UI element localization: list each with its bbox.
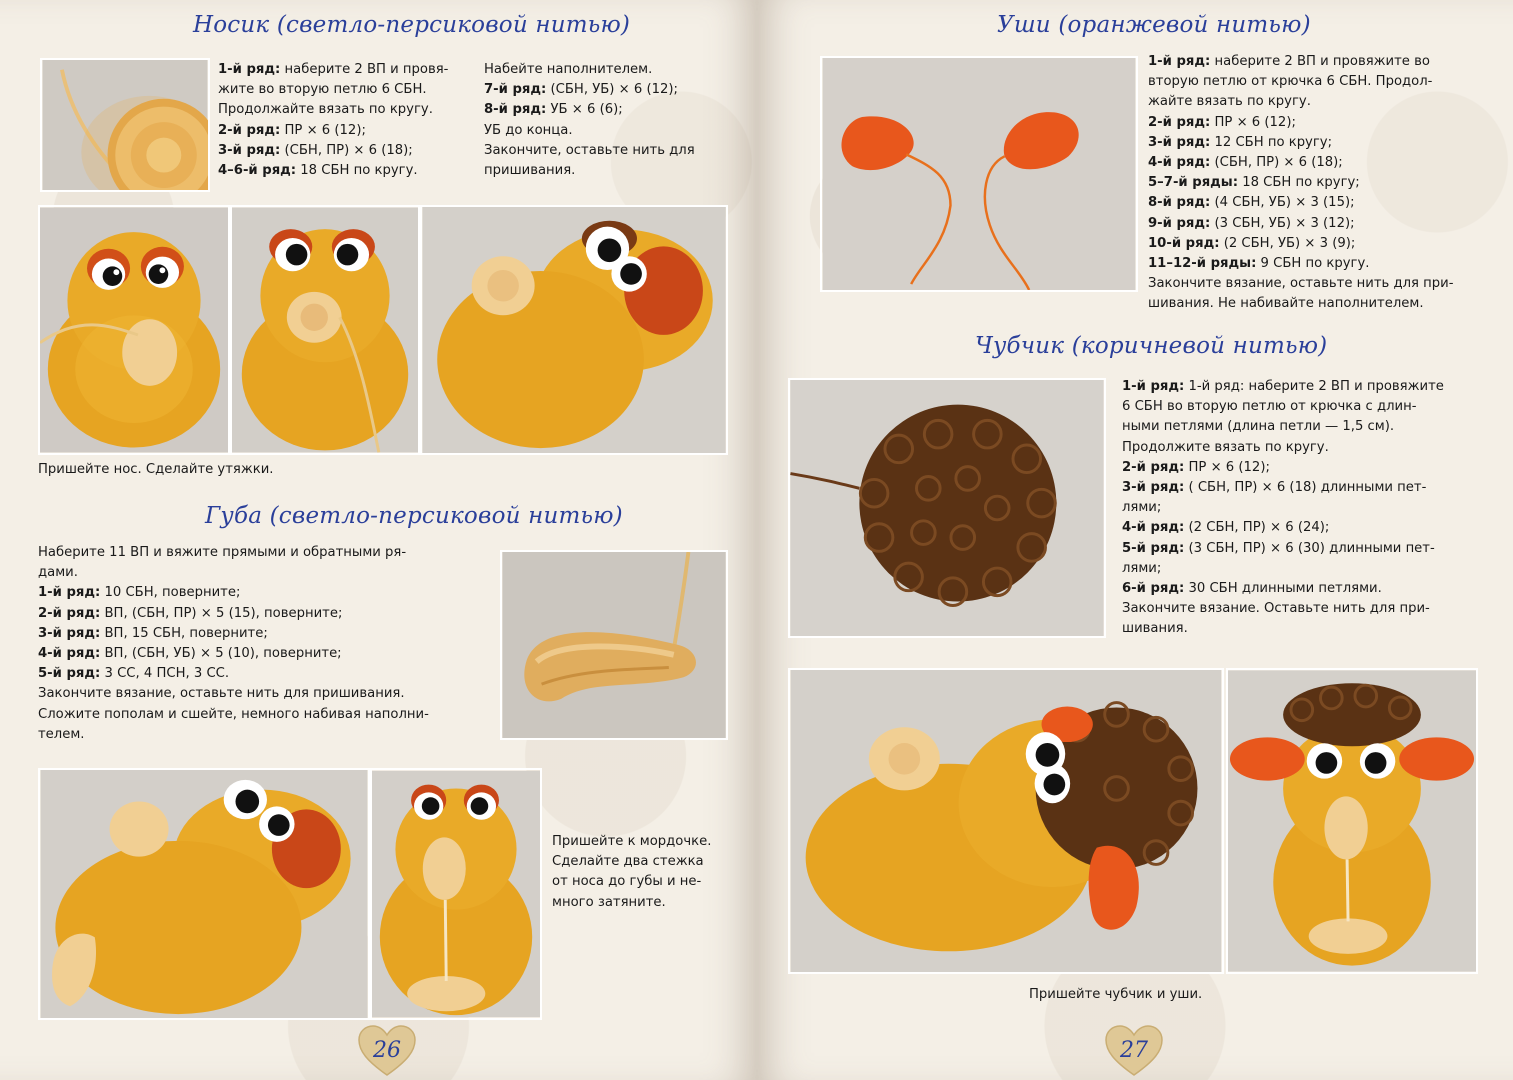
ears-line: 11–12-й ряды: 9 СБН по кругу. (1148, 256, 1370, 272)
ears-line: 2-й ряд: ПР × 6 (12); (1148, 114, 1296, 130)
lip-line: 5-й ряд: 3 СС, 4 ПСН, 3 СС. (38, 666, 230, 682)
page-number: 27 (1120, 1038, 1148, 1063)
lip-caption-line: много затяните. (552, 894, 666, 910)
ears-line: шивания. Не набивайте наполнителем. (1148, 296, 1424, 312)
ears-photo (820, 56, 1138, 292)
toy-side-illustration (422, 207, 726, 453)
lip-line: Закончите вязание, оставьте нить для пришивания. (38, 686, 405, 702)
lip-section-title: Губа (светло-персиковой нитью) (205, 503, 623, 529)
lip-line: телем. (38, 726, 85, 742)
lip-caption-line: Пришейте к мордочке. (552, 834, 712, 849)
tuft-line: Продолжите вязать по кругу. (1122, 439, 1329, 455)
tuft-photo (788, 378, 1106, 638)
lip-line: 3-й ряд: ВП, 15 СБН, поверните; (38, 625, 268, 641)
right-page (757, 0, 1513, 1080)
tuft-line: лями; (1122, 500, 1162, 516)
tuft-illustration (790, 380, 1104, 636)
tuft-line: лями; (1122, 560, 1162, 576)
nose-instructions-col1 (218, 60, 448, 181)
nose-section-title: Носик (светло-персиковой нитью) (193, 12, 631, 38)
ears-illustration (822, 58, 1136, 290)
lip-caption-line: Сделайте два стежка (552, 854, 704, 870)
nose-attach-photo-2 (230, 205, 420, 455)
lip-attach-photo-2 (370, 768, 542, 1020)
lip-line: Наберите 11 ВП и вяжите прямыми и обратными ря- (38, 545, 407, 560)
ears-line: жайте вязать по кругу. (1148, 94, 1311, 110)
tuft-line: ными петлями (длина петли — 1,5 см). (1122, 419, 1395, 435)
nose-c1-line: 2-й ряд: ПР × 6 (12); (218, 122, 366, 138)
nose-c2-line: УБ до конца. (484, 122, 573, 138)
ears-section-title: Уши (оранжевой нитью) (997, 12, 1311, 38)
tuft-section-title: Чубчик (коричневой нитью) (975, 333, 1328, 359)
final-side-photo (788, 668, 1224, 974)
toy-side-lip-illustration (40, 770, 368, 1018)
tuft-line: 2-й ряд: ПР × 6 (12); (1122, 459, 1270, 475)
tuft-line: шивания. (1122, 621, 1188, 637)
nose-caption: Пришейте нос. Сделайте утяжки. (38, 462, 274, 477)
nose-c1-line: 3-й ряд: (СБН, ПР) × 6 (18); (218, 142, 413, 158)
ears-line: Закончите вязание, оставьте нить для при- (1148, 276, 1454, 292)
tuft-line: 3-й ряд: ( СБН, ПР) × 6 (18) длинными пет- (1122, 480, 1427, 496)
final-toy-side-illustration (790, 670, 1222, 972)
nose-c1-line: Продолжайте вязать по кругу. (218, 102, 433, 118)
nose-c1-line: 1-й ряд: наберите 2 ВП и провя- (218, 62, 449, 77)
lip-instructions (38, 543, 429, 745)
nose-c2-line: Набейте наполнителем. (484, 62, 653, 77)
ears-line: 10-й ряд: (2 СБН, УБ) × 3 (9); (1148, 235, 1356, 251)
page-number: 26 (373, 1038, 401, 1063)
tuft-line: 4-й ряд: (2 СБН, ПР) × 6 (24); (1122, 520, 1330, 536)
ears-line: 8-й ряд: (4 СБН, УБ) × 3 (15); (1148, 195, 1355, 211)
lip-piece-illustration (502, 552, 726, 738)
final-toy-front-illustration (1228, 670, 1476, 972)
ears-line: 9-й ряд: (3 СБН, УБ) × 3 (12); (1148, 215, 1355, 231)
ears-line: 4-й ряд: (СБН, ПР) × 6 (18); (1148, 155, 1343, 171)
tuft-caption: Пришейте чубчик и уши. (1029, 987, 1203, 1002)
ears-line: вторую петлю от крючка 6 СБН. Продол- (1148, 74, 1433, 90)
nose-c1-line: 4–6-й ряд: 18 СБН по кругу. (218, 163, 418, 179)
nose-c2-line: 8-й ряд: УБ × 6 (6); (484, 102, 623, 118)
tuft-line: Закончите вязание. Оставьте нить для при- (1122, 601, 1430, 617)
tuft-line: 6 СБН во вторую петлю от крючка с длин- (1122, 399, 1417, 415)
ears-line: 1-й ряд: наберите 2 ВП и провяжите во (1148, 54, 1430, 69)
tuft-instructions (1122, 377, 1444, 640)
lip-line: 2-й ряд: ВП, (СБН, ПР) × 5 (15), поверните; (38, 605, 343, 621)
lip-caption (552, 832, 711, 913)
nose-piece-photo (40, 58, 210, 192)
toy-front-nose-illustration (232, 207, 418, 453)
toy-front-lip-illustration (372, 770, 540, 1018)
ears-instructions (1148, 52, 1453, 315)
final-front-photo (1226, 668, 1478, 974)
nose-piece-illustration (42, 60, 208, 190)
lip-line: дами. (38, 565, 78, 581)
nose-c2-line: 7-й ряд: (СБН, УБ) × 6 (12); (484, 82, 678, 98)
tuft-line: 1-й ряд: 1-й ряд: наберите 2 ВП и провяжите (1122, 379, 1444, 394)
nose-c2-line: Закончите, оставьте нить для (484, 142, 695, 158)
nose-instructions-col2 (484, 60, 695, 181)
ears-line: 3-й ряд: 12 СБН по кругу; (1148, 134, 1333, 150)
tuft-line: 5-й ряд: (3 СБН, ПР) × 6 (30) длинными пет- (1122, 540, 1435, 556)
nose-c1-line: жите во вторую петлю 6 СБН. (218, 82, 427, 98)
tuft-line: 6-й ряд: 30 СБН длинными петлями. (1122, 581, 1382, 597)
lip-line: Сложите пополам и сшейте, немного набивая наполни- (38, 706, 429, 722)
ears-line: 5–7-й ряды: 18 СБН по кругу; (1148, 175, 1360, 191)
lip-piece-photo (500, 550, 728, 740)
toy-front-illustration (40, 207, 228, 453)
nose-c2-line: пришивания. (484, 163, 576, 179)
lip-attach-photo-1 (38, 768, 370, 1020)
nose-attach-photo-3 (420, 205, 728, 455)
nose-attach-photo-1 (38, 205, 230, 455)
lip-caption-line: от носа до губы и не- (552, 874, 702, 890)
lip-line: 1-й ряд: 10 СБН, поверните; (38, 585, 241, 601)
lip-line: 4-й ряд: ВП, (СБН, УБ) × 5 (10), поверните; (38, 646, 342, 662)
